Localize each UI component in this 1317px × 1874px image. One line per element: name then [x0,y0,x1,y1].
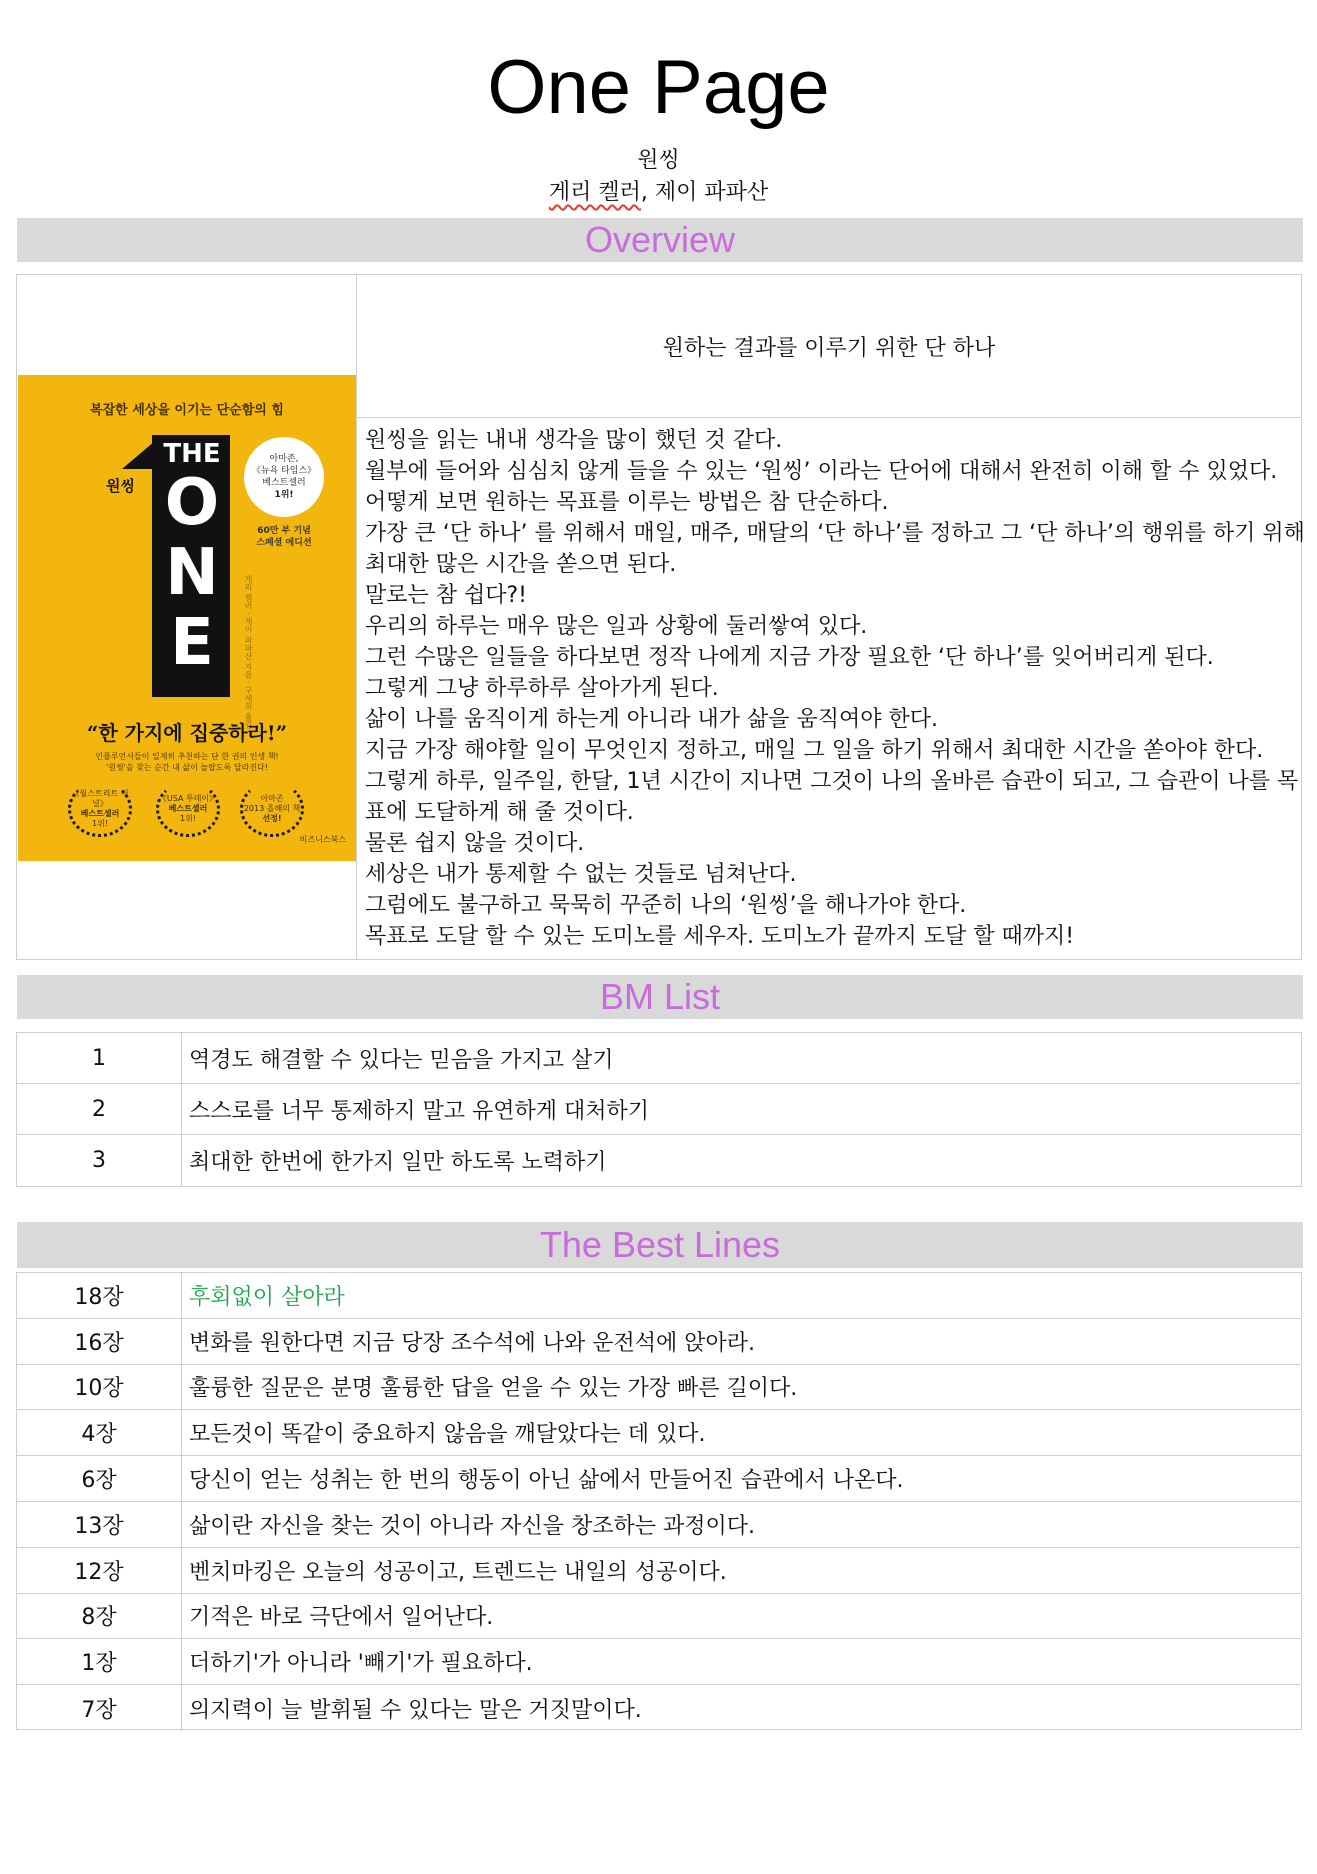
best-line-text: 더하기'가 아니라 '빼기'가 필요하다. [189,1651,533,1677]
cover-circle-line: 베스트셀러 [262,478,306,488]
best-lines-section-heading: The Best Lines [17,1222,1303,1268]
cover-blurb [18,751,356,773]
award-line: 아마존 [260,794,284,803]
cover-tagline: 복잡한 세상을 이기는 단순함의 힘 [90,403,284,418]
overview-line: 원씽을 읽는 내내 생각을 많이 했던 것 같다. [365,428,783,453]
table-row [17,1319,1301,1365]
best-line-text: 의지력이 늘 발휘될 수 있다는 말은 거짓말이다. [189,1697,642,1723]
chapter-number: 7장 [17,1685,182,1731]
page-title: One Page [487,45,830,130]
bm-number: 2 [17,1084,182,1134]
overview-line: 최대한 많은 시간을 쏟으면 된다. [365,552,677,577]
cover-letter-e: E [170,606,214,680]
overview-line: 물론 쉽지 않을 것이다. [365,831,585,856]
table-row [17,1548,1301,1594]
author-rest: , 제이 파파산 [640,180,769,205]
award-line: 2013 올해의 책 [243,804,301,813]
overview-section-heading: Overview [17,218,1303,262]
chapter-number: 18장 [17,1273,182,1318]
overview-line: 월부에 들어와 심심치 않게 들을 수 있는 ‘원씽’ 이라는 단어에 대해서 완전히 이해 할 수 있었다. [365,459,1278,484]
overview-line: 그럼에도 불구하고 묵묵히 꾸준히 나의 ‘원씽’을 해나가야 한다. [365,893,967,918]
author-first-spellcheck: 게리 켈러 [548,180,641,205]
cover-quote: “한 가지에 집중하라!” [86,721,288,745]
bm-list-table [16,1032,1302,1187]
cover-circle-line: 《뉴욕 타임스》 [251,466,317,476]
cover-author-credit: 게리 켈러 · 제이 파파산 지음 · 구세희 옮김 [244,575,253,729]
chapter-number: 4장 [17,1410,182,1455]
book-title: 원씽 [637,148,680,173]
overview-line: 그렇게 하루, 일주일, 한달, 1년 시간이 지나면 그것이 나의 올바른 습관이 되고, 그 습관이 나를 목 [365,769,1299,794]
award-line: 선정! [262,814,282,823]
overview-line: 그렇게 그냥 하루하루 살아가게 된다. [365,676,719,701]
overview-line: 목표로 도달 할 수 있는 도미노를 세우자. 도미노가 끝까지 도달 할 때까지! [365,924,1075,949]
overview-table [16,274,1305,960]
chapter-number: 12장 [17,1548,182,1593]
chapter-number: 1장 [17,1639,182,1684]
overview-body [365,425,1305,952]
best-line-text: 훌륭한 질문은 분명 훌륭한 답을 얻을 수 있는 가장 빠른 길이다. [189,1376,798,1402]
bm-text: 스스로를 너무 통제하지 말고 유연하게 대처하기 [189,1098,650,1124]
best-line-text: 모든것이 똑같이 중요하지 않음을 깨달았다는 데 있다. [189,1422,706,1448]
best-line-text: 삶이란 자신을 찾는 것이 아니라 자신을 창조하는 과정이다. [189,1513,755,1539]
cover-letter-n: N [165,536,219,610]
table-row [17,1502,1301,1548]
best-line-text: 기적은 바로 극단에서 일어난다. [189,1605,494,1631]
table-row [17,1639,1301,1685]
award-line: 《월스트리트 저널》 [71,789,129,808]
chapter-number: 13장 [17,1502,182,1547]
table-row [17,1594,1301,1640]
table-row [17,1410,1301,1456]
best-line-text: 벤치마킹은 오늘의 성공이고, 트렌드는 내일의 성공이다. [189,1559,727,1585]
table-row [17,1135,1301,1186]
bm-text: 역경도 해결할 수 있다는 믿음을 가지고 살기 [189,1047,614,1073]
cover-award-laurel [68,781,132,837]
cover-the: THE [163,439,221,469]
bm-list-section-heading: BM List [17,975,1303,1019]
award-line: 베스트셀러 [168,804,208,813]
overview-divider-horizontal [357,417,1301,418]
best-line-text: 후회없이 살아라 [189,1284,345,1310]
overview-line: 우리의 하루는 매우 많은 일과 상황에 둘러쌓여 있다. [365,614,868,639]
overview-line: 지금 가장 해야할 일이 무엇인지 정하고, 매일 그 일을 하기 위해서 최대한 시간을 쏟아야 한다. [365,738,1264,763]
bm-number: 3 [17,1135,182,1186]
overview-heading: 원하는 결과를 이루기 위한 단 하나 [662,335,996,361]
cover-award-laurel [240,781,304,837]
cover-blurb-line: 인플루언서들이 일제히 추천하는 단 한 권의 인생 책! [95,752,279,761]
overview-line: 그런 수많은 일들을 하다보면 정작 나에게 지금 가장 필요한 ‘단 하나’를 잊어버리게 된다. [365,645,1214,670]
cover-spec-line: 스페셜 에디션 [256,538,312,548]
cover-award-laurel [156,781,220,837]
table-row [17,1084,1301,1135]
table-row [17,1456,1301,1502]
cover-bestseller-circle [244,437,324,517]
overview-line: 가장 큰 ‘단 하나’ 를 위해서 매일, 매주, 매달의 ‘단 하나’를 정하고 그 ‘단 하나’의 행위를 하기 위해 [365,521,1305,546]
cover-blurb-line: '원씽'을 찾는 순간 내 삶이 놀랍도록 달라진다! [106,763,268,772]
best-lines-table [16,1272,1302,1730]
bm-number: 1 [17,1033,182,1083]
overview-line: 세상은 내가 통제할 수 없는 것들로 넘쳐난다. [365,862,797,887]
award-line: 1위! [179,814,197,823]
best-line-text: 당신이 얻는 성취는 한 번의 행동이 아닌 삶에서 만들어진 습관에서 나온다. [189,1468,904,1494]
book-authors [0,178,1317,208]
chapter-number: 10장 [17,1365,182,1410]
overview-line: 표에 도달하게 해 줄 것이다. [365,800,634,825]
book-cover-image [18,375,356,861]
award-line: 베스트셀러 [80,809,120,818]
cover-special-edition [244,525,324,549]
bm-text: 최대한 한번에 한가지 일만 하도록 노력하기 [189,1150,607,1175]
cover-spec-line: 60만 부 기념 [257,526,311,536]
table-row [17,1033,1301,1084]
cover-wonssing: 원씽 [106,477,135,495]
chapter-number: 8장 [17,1594,182,1639]
best-line-text: 변화를 원한다면 지금 당장 조수석에 나와 운전석에 앉아라. [189,1330,755,1356]
overview-line: 삶이 나를 움직이게 하는게 아니라 내가 삶을 움직여야 한다. [365,707,938,732]
table-row [17,1273,1301,1319]
overview-line: 어떻게 보면 원하는 목표를 이루는 방법은 참 단순하다. [365,490,889,515]
cover-circle-line: 1위! [274,490,294,500]
cover-publisher: 비즈니스북스 [299,835,346,844]
overview-line: 말로는 참 쉽다?! [365,583,527,608]
chapter-number: 6장 [17,1456,182,1501]
cover-circle-line: 아마존, [269,454,299,464]
table-row [17,1685,1301,1731]
award-line: 《USA 투데이》 [158,794,218,803]
award-line: 1위! [91,819,109,828]
cover-letter-o: O [164,466,220,540]
table-row [17,1365,1301,1411]
chapter-number: 16장 [17,1319,182,1364]
